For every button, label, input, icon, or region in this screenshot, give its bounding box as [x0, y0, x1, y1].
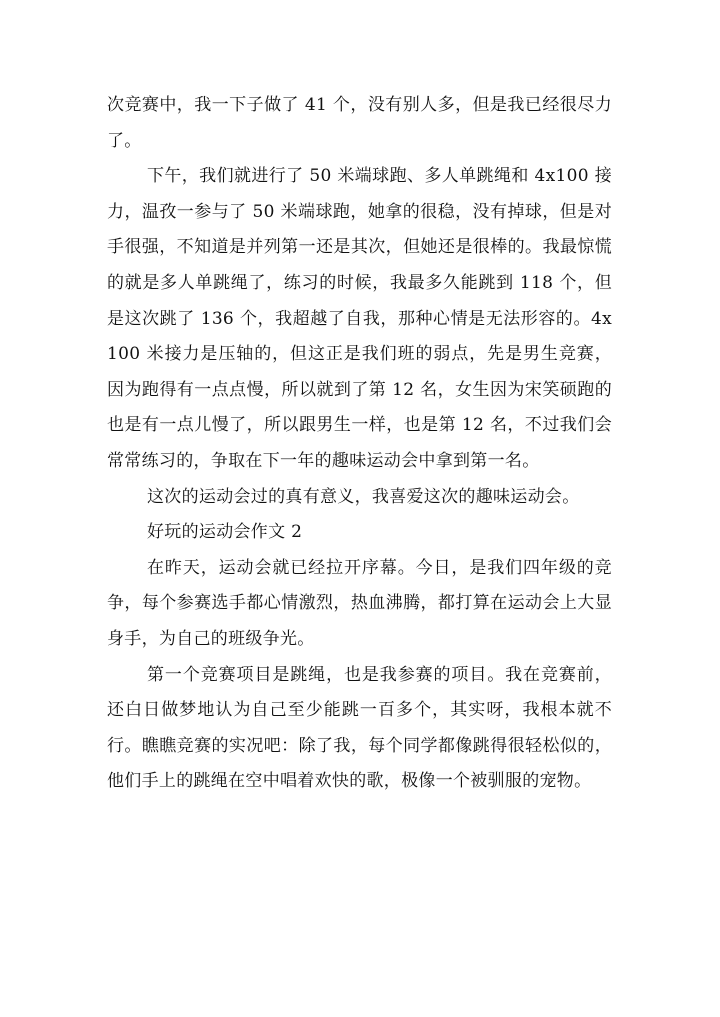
paragraph-opening: 在昨天，运动会就已经拉开序幕。今日，是我们四年级的竞争，每个参赛选手都心情激烈，热血沸腾，都打算在运动会上大显身手，为自己的班级争光。: [107, 557, 612, 649]
paragraph-jump-rope: 第一个竞赛项目是跳绳，也是我参赛的项目。我在竞赛前，还白日做梦地认为自己至少能跳一百多个，其实呀，我根本就不行。瞧瞧竞赛的实况吧：除了我，每个同学都像跳得很轻松似的，他们手上的跳绳在空中唱着欢快的歌，极像一个被驯服的宠物。: [107, 664, 612, 792]
paragraph-conclusion: 这次的运动会过的真有意义，我喜爱这次的趣味运动会。: [147, 486, 580, 507]
essay-title: 好玩的运动会作文 2: [147, 522, 303, 543]
paragraph-afternoon-events: 下午，我们就进行了 50 米端球跑、多人单跳绳和 4x100 接力，温孜一参与了 50 米端球跑，她拿的很稳，没有掉球，但是对手很强，不知道是并列第一还是其次，但她还是很棒的。我最惊慌的就是多人单跳绳了，练习的时候，我最多久能跳到 118 个，但是这次跳了 136 个，我超越了自我，那种心情是无法形容的。4x100 米接力是压轴的，但这正是我们班的弱点，先是男生竞赛，因为跑得有一点点慢，所以就到了第 12 名，女生因为宋笑硕跑的也是有一点儿慢了，所以跟男生一样，也是第 12 名，不过我们会常常练习的，争取在下一年的趣味运动会中拿到第一名。: [107, 166, 612, 471]
paragraph-continuation: 次竞赛中，我一下子做了 41 个，没有别人多，但是我已经很尽力了。: [107, 95, 612, 151]
document-body: [107, 88, 612, 800]
